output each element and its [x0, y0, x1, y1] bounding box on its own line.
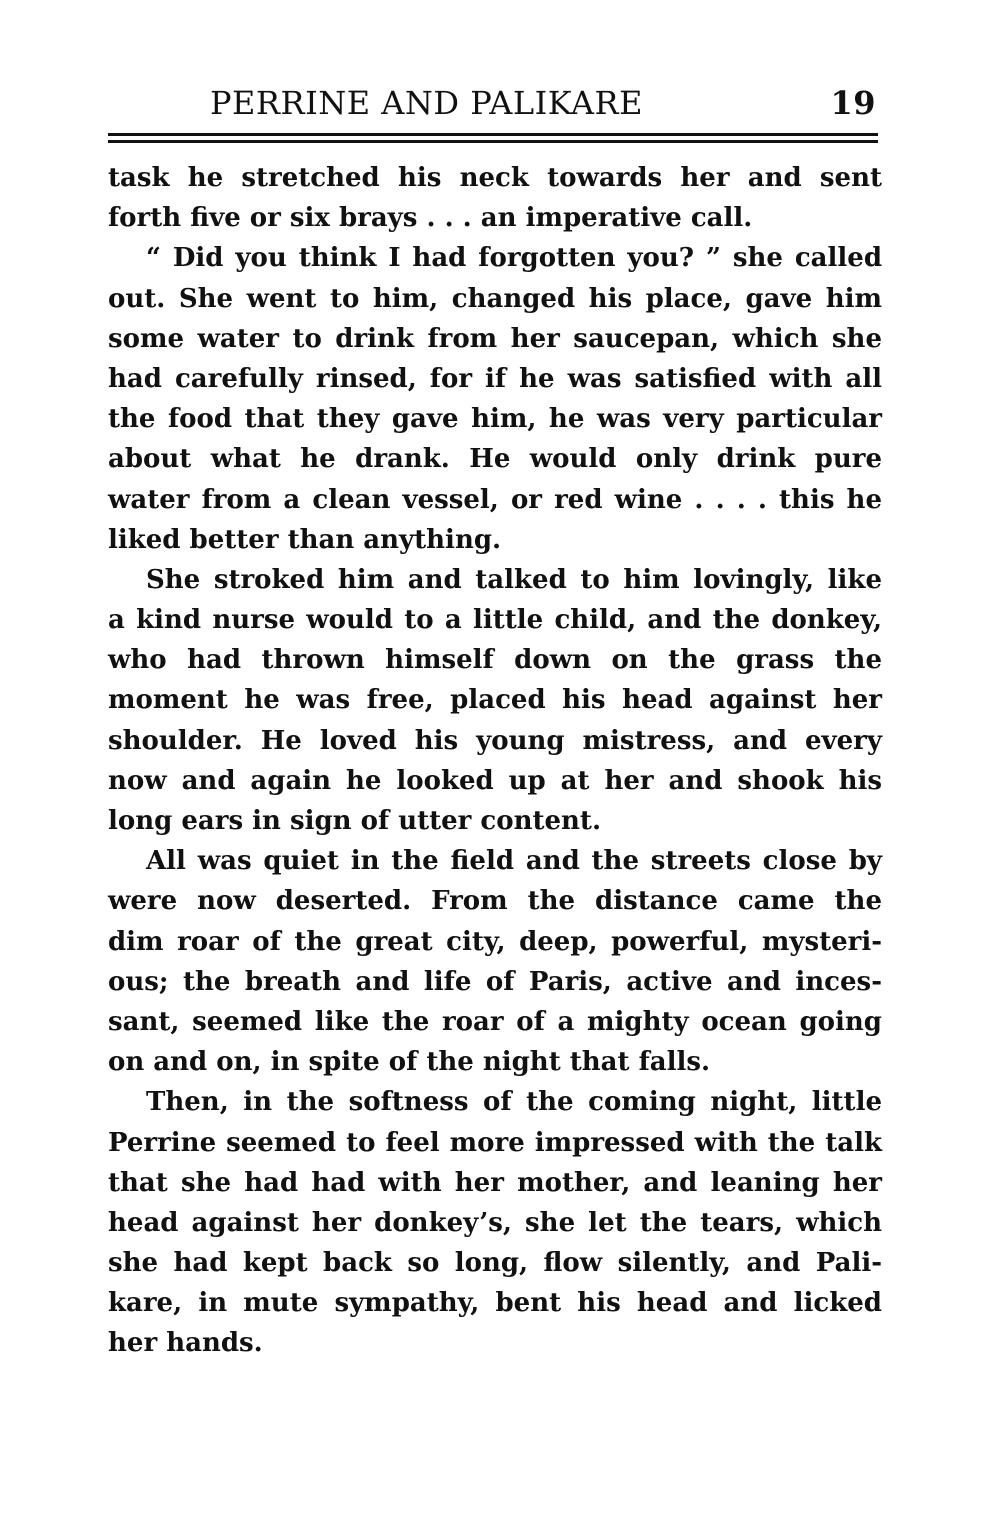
text-line: her hands.: [108, 1328, 263, 1359]
text-line: a kind nurse would to a little child, and the donkey,: [108, 605, 882, 636]
text-line: head against her donkey’s, she let the tears, which: [108, 1207, 882, 1238]
text-line: ous; the breath and life of Paris, active and inces-: [108, 966, 882, 997]
text-line: on and on, in spite of the night that falls.: [108, 1047, 711, 1078]
text-line: water from a clean vessel, or red wine . . . . this he: [108, 484, 882, 515]
text-line: who had thrown himself down on the grass the: [108, 645, 882, 676]
text-line: She stroked him and talked to him lovingly, like: [146, 564, 882, 595]
text-line: forth five or six brays . . . an imperative call.: [108, 203, 753, 234]
text-line: liked better than anything.: [108, 524, 502, 555]
running-header: [108, 84, 878, 128]
text-line: “ Did you think I had forgotten you? ” she called: [146, 243, 882, 274]
text-line: shoulder. He loved his young mistress, and every: [108, 725, 882, 756]
page-number: 19: [830, 84, 876, 122]
text-line: Then, in the softness of the coming night, little: [146, 1087, 882, 1118]
text-line: the food that they gave him, he was very particular: [108, 404, 882, 435]
header-rule-bottom: [108, 140, 878, 143]
text-line: some water to drink from her saucepan, which she: [108, 323, 882, 354]
text-line: long ears in sign of utter content.: [108, 806, 601, 836]
text-line: out. She went to him, changed his place, gave him: [108, 283, 882, 314]
text-line: Perrine seemed to feel more impressed with the talk: [108, 1127, 882, 1158]
text-line: kare, in mute sympathy, bent his head and licked: [108, 1288, 882, 1319]
text-line: about what he drank. He would only drink pure: [108, 444, 882, 475]
running-title: PERRINE AND PALIKARE: [210, 84, 643, 122]
text-line: were now deserted. From the distance came the: [108, 886, 882, 917]
text-line: had carefully rinsed, for if he was satisfied with all: [108, 363, 882, 394]
text-line: moment he was free, placed his head against her: [108, 685, 882, 716]
text-line: dim roar of the great city, deep, powerful, mysteri-: [108, 926, 882, 957]
text-line: All was quiet in the field and the streets close by: [146, 846, 882, 877]
text-line: that she had had with her mother, and leaning her: [108, 1167, 882, 1198]
header-rule-top: [108, 133, 878, 136]
body-text: [108, 158, 882, 1364]
text-line: sant, seemed like the roar of a mighty ocean going: [108, 1006, 882, 1037]
text-line: now and again he looked up at her and shook his: [108, 765, 882, 796]
text-line: she had kept back so long, flow silently, and Pali-: [108, 1248, 882, 1279]
text-line: task he stretched his neck towards her and sent: [108, 163, 882, 193]
